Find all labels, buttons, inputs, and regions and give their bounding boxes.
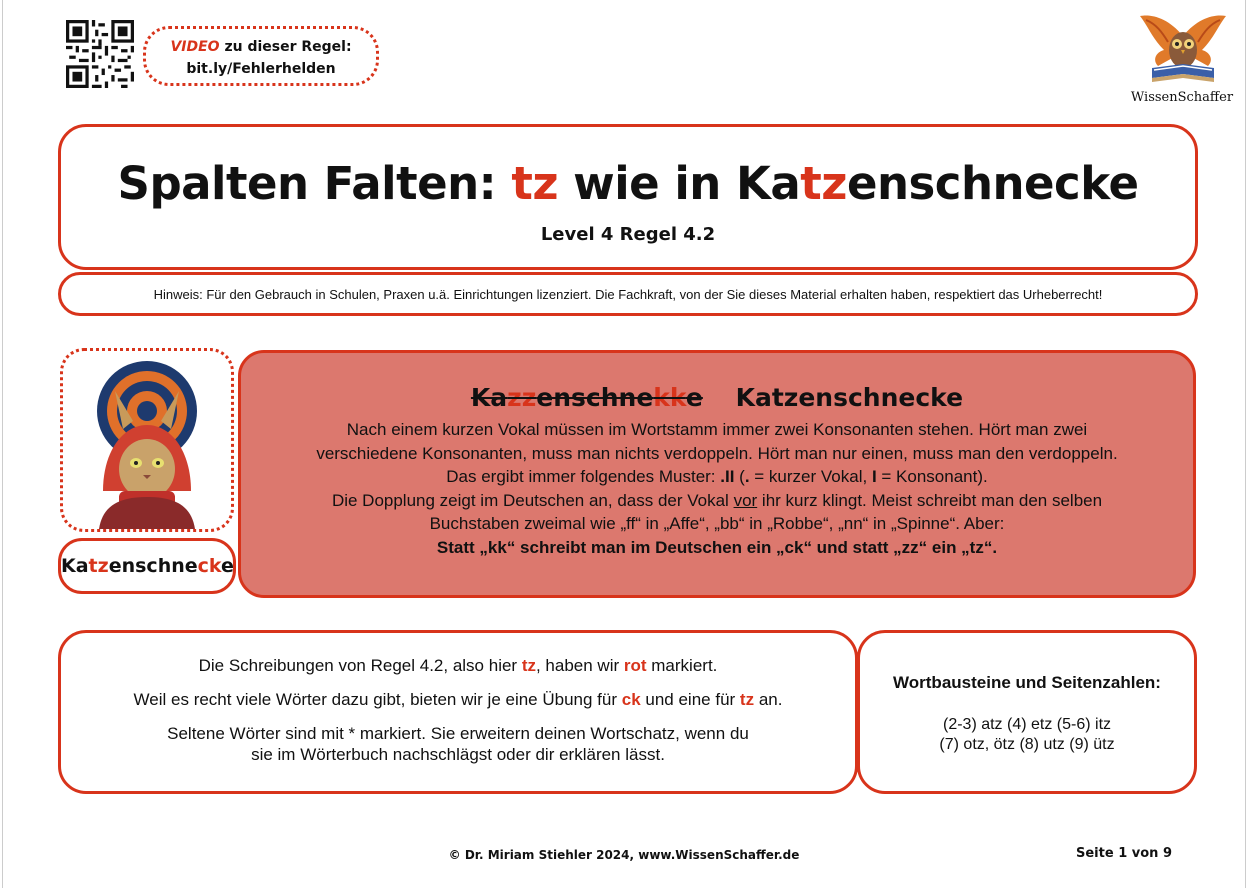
rule-line: Das ergibt immer folgendes Muster: .II (. = kurzer Vokal, I = Konsonant). [446,467,988,486]
info-paragraph: Seltene Wörter sind mit * markiert. Sie erweitern deinen Wortschatz, wenn du sie im Wörterbuch nachschlägst oder dir erklären lässt. [167,724,749,764]
qr-code[interactable] [66,20,134,88]
cat-snail-illustration [63,351,231,529]
logo-text: WissenSchaffer [1130,90,1234,105]
video-caption: VIDEO zu dieser Regel: [170,39,352,55]
cat-word-label: Katzenschnecke [58,538,236,594]
rule-body [241,418,1193,559]
pages-line: (2-3) atz (4) etz (5-6) itz [942,716,1112,733]
page-number: Seite 1 von 9 [1076,846,1172,861]
copyright-footer: © Dr. Miriam Stiehler 2024, www.WissenSchaffer.de [448,848,800,862]
wrong-spelling: Kazzenschnekke [470,383,703,412]
rule-line: Buchstaben zweimal wie „ff“ in „Affe“, „bb“ in „Robbe“, „nn“ in „Spinne“. Aber: [429,514,1005,533]
video-link-box[interactable] [143,26,379,86]
info-box [58,630,858,794]
owl-book-logo [1138,12,1228,86]
word-parts-pages-box [857,630,1197,794]
info-paragraph: Weil es recht viele Wörter dazu gibt, bieten wir je eine Übung für ck und eine für tz an. [133,690,783,709]
pages-line: (7) otz, ötz (8) utz (9) ütz [939,736,1115,753]
pages-heading: Wortbausteine und Seitenzahlen: [893,673,1161,692]
rule-line: Die Dopplung zeigt im Deutschen an, dass der Vokal vor ihr kurz klingt. Meist schreibt man den selben [331,490,1103,510]
rule-line-bold: Statt „kk“ schreibt man im Deutschen ein „ck“ und statt „zz“ ein „tz“. [436,537,998,557]
correct-spelling: Katzenschnecke [735,383,964,412]
title-box [58,124,1198,270]
rule-line: Nach einem kurzen Vokal müssen im Wortstamm immer zwei Konsonanten stehen. Hört man zwei [346,420,1088,439]
video-link[interactable]: bit.ly/Fehlerhelden [186,61,336,77]
rule-explanation-box [238,350,1196,598]
cat-snail-illustration-frame [60,348,234,532]
page-title: Spalten Falten: tz wie in Katzenschnecke [117,157,1139,210]
rule-line: verschiedene Konsonanten, muss man nichts verdoppeln. Hört man nur einen, muss man den verdoppeln. [316,443,1118,463]
license-hint: Hinweis: Für den Gebrauch in Schulen, Praxen u.ä. Einrichtungen lizenziert. Die Fachkraft, von der Sie dieses Material erhalten haben, respektiert das Urheberrecht! [58,272,1198,316]
rule-heading [241,383,1193,412]
info-paragraph: Die Schreibungen von Regel 4.2, also hier tz, haben wir rot markiert. [198,656,718,675]
page-subtitle: Level 4 Regel 4.2 [540,224,716,245]
